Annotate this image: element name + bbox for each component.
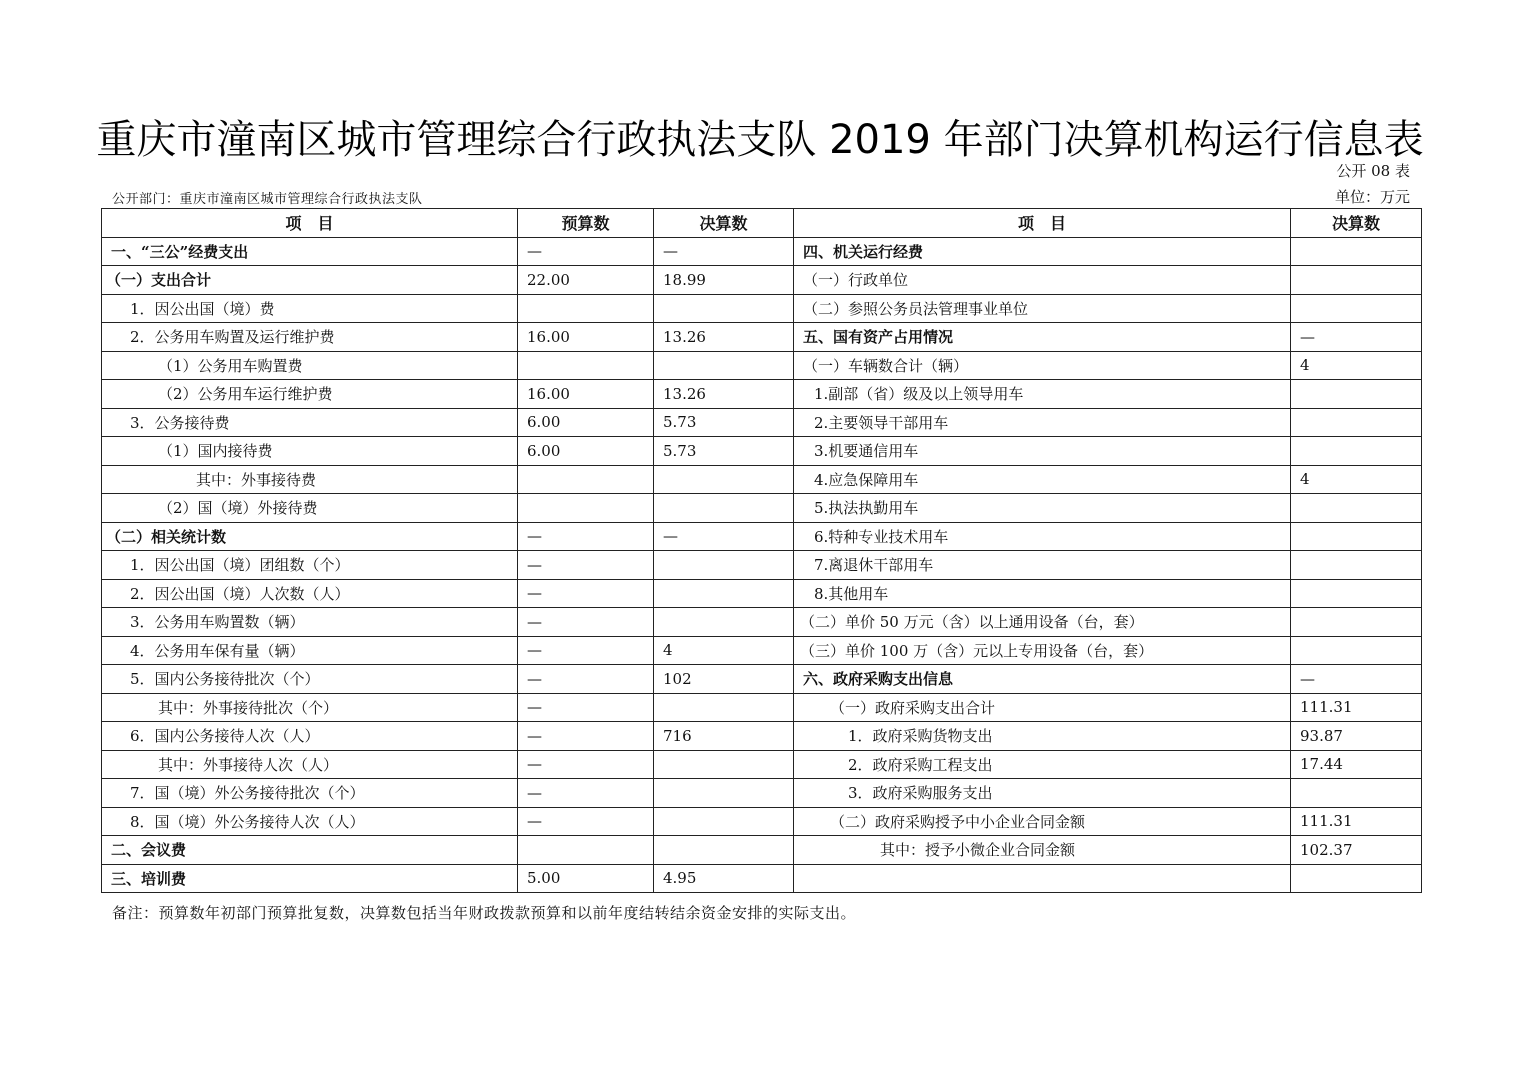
row-final: 13.26 (654, 380, 794, 409)
table-row (102, 579, 1422, 608)
row-item-right: 8.其他用车 (794, 579, 1291, 608)
row-budget (518, 465, 654, 494)
row-final-right: 4 (1291, 465, 1422, 494)
row-final (654, 494, 794, 523)
row-item-right: （三）单价 100 万（含）元以上专用设备（台，套） (794, 636, 1291, 665)
row-budget: 16.00 (518, 323, 654, 352)
header-item-right: 项 目 (794, 209, 1291, 238)
row-budget (518, 351, 654, 380)
row-final-right (1291, 294, 1422, 323)
table-row (102, 864, 1422, 893)
row-budget: — (518, 551, 654, 580)
row-final-right (1291, 266, 1422, 295)
row-final-right: — (1291, 323, 1422, 352)
table-row (102, 522, 1422, 551)
row-final: 102 (654, 665, 794, 694)
row-item-right: 六、政府采购支出信息 (794, 665, 1291, 694)
row-final: 13.26 (654, 323, 794, 352)
row-budget: — (518, 636, 654, 665)
row-final-right (1291, 579, 1422, 608)
row-final-right (1291, 408, 1422, 437)
row-final-right (1291, 522, 1422, 551)
row-final-right: — (1291, 665, 1422, 694)
row-item: 6．国内公务接待人次（人） (102, 722, 518, 751)
row-item: 2．公务用车购置及运行维护费 (102, 323, 518, 352)
row-item: 三、培训费 (102, 864, 518, 893)
table-row (102, 237, 1422, 266)
row-final (654, 465, 794, 494)
row-item-right: （二）政府采购授予中小企业合同金额 (794, 807, 1291, 836)
row-item: （1）国内接待费 (102, 437, 518, 466)
row-final: 5.73 (654, 408, 794, 437)
row-item: 一、“三公”经费支出 (102, 237, 518, 266)
row-budget: — (518, 807, 654, 836)
table-row (102, 294, 1422, 323)
table-row (102, 494, 1422, 523)
row-final: — (654, 237, 794, 266)
table-row (102, 437, 1422, 466)
row-item-right (794, 864, 1291, 893)
row-item: （二）相关统计数 (102, 522, 518, 551)
row-item-right: 2．政府采购工程支出 (794, 750, 1291, 779)
table-row (102, 380, 1422, 409)
row-final-right (1291, 864, 1422, 893)
row-budget: — (518, 693, 654, 722)
row-budget: 5.00 (518, 864, 654, 893)
row-budget (518, 836, 654, 865)
table-row (102, 351, 1422, 380)
row-final: 716 (654, 722, 794, 751)
row-final: — (654, 522, 794, 551)
info-table (101, 208, 1422, 893)
row-budget: — (518, 665, 654, 694)
table-row (102, 408, 1422, 437)
row-item-right: （一）政府采购支出合计 (794, 693, 1291, 722)
row-item-right: 四、机关运行经费 (794, 237, 1291, 266)
row-final (654, 294, 794, 323)
header-item: 项 目 (102, 209, 518, 238)
row-item-right: 其中：授予小微企业合同金额 (794, 836, 1291, 865)
row-final (654, 836, 794, 865)
row-final-right (1291, 551, 1422, 580)
table-row (102, 836, 1422, 865)
table-row (102, 323, 1422, 352)
table-row (102, 750, 1422, 779)
row-budget (518, 494, 654, 523)
row-final-right: 17.44 (1291, 750, 1422, 779)
row-budget: — (518, 779, 654, 808)
row-item-right: 3.机要通信用车 (794, 437, 1291, 466)
row-final: 5.73 (654, 437, 794, 466)
row-budget: — (518, 522, 654, 551)
row-item: 其中：外事接待费 (102, 465, 518, 494)
row-final-right: 102.37 (1291, 836, 1422, 865)
table-row (102, 722, 1422, 751)
row-final-right (1291, 437, 1422, 466)
row-item: 二、会议费 (102, 836, 518, 865)
header-final-right: 决算数 (1291, 209, 1422, 238)
row-budget: 6.00 (518, 408, 654, 437)
table-row (102, 266, 1422, 295)
row-final-right (1291, 237, 1422, 266)
row-item: 7．国（境）外公务接待批次（个） (102, 779, 518, 808)
row-item: 1．因公出国（境）费 (102, 294, 518, 323)
row-budget: 6.00 (518, 437, 654, 466)
page-title: 重庆市潼南区城市管理综合行政执法支队 2019 年部门决算机构运行信息表 (96, 117, 1424, 163)
header-final: 决算数 (654, 209, 794, 238)
row-final (654, 608, 794, 637)
table-row (102, 465, 1422, 494)
row-budget: 16.00 (518, 380, 654, 409)
row-item: 2．因公出国（境）人次数（人） (102, 579, 518, 608)
row-final-right: 111.31 (1291, 693, 1422, 722)
row-budget: — (518, 608, 654, 637)
row-item: 1．因公出国（境）团组数（个） (102, 551, 518, 580)
row-final-right (1291, 494, 1422, 523)
footnote: 备注：预算数年初部门预算批复数，决算数包括当年财政拨款预算和以前年度结转结余资金安排的实际支出。 (112, 904, 857, 922)
row-final-right (1291, 608, 1422, 637)
row-final-right: 4 (1291, 351, 1422, 380)
table-row (102, 779, 1422, 808)
row-budget: 22.00 (518, 266, 654, 295)
row-item-right: （一）行政单位 (794, 266, 1291, 295)
row-item: 5．国内公务接待批次（个） (102, 665, 518, 694)
row-final-right (1291, 636, 1422, 665)
row-final (654, 693, 794, 722)
row-item: 8．国（境）外公务接待人次（人） (102, 807, 518, 836)
row-final-right: 111.31 (1291, 807, 1422, 836)
row-item-right: 1.副部（省）级及以上领导用车 (794, 380, 1291, 409)
row-item-right: （二）单价 50 万元（含）以上通用设备（台，套） (794, 608, 1291, 637)
row-item: （2）公务用车运行维护费 (102, 380, 518, 409)
row-item-right: 7.离退休干部用车 (794, 551, 1291, 580)
department-label: 公开部门：重庆市潼南区城市管理综合行政执法支队 (112, 192, 423, 207)
row-final (654, 551, 794, 580)
row-item: 3．公务接待费 (102, 408, 518, 437)
row-item-right: 3．政府采购服务支出 (794, 779, 1291, 808)
row-item-right: 5.执法执勤用车 (794, 494, 1291, 523)
unit-label: 单位：万元 (1334, 188, 1410, 206)
row-budget: — (518, 579, 654, 608)
row-final: 4.95 (654, 864, 794, 893)
row-item-right: （一）车辆数合计（辆） (794, 351, 1291, 380)
table-row (102, 665, 1422, 694)
row-item: 3．公务用车购置数（辆） (102, 608, 518, 637)
row-budget (518, 294, 654, 323)
row-item-right: （二）参照公务员法管理事业单位 (794, 294, 1291, 323)
row-item-right: 五、国有资产占用情况 (794, 323, 1291, 352)
row-final (654, 351, 794, 380)
header-row (102, 209, 1422, 238)
row-item: （2）国（境）外接待费 (102, 494, 518, 523)
row-item: （一）支出合计 (102, 266, 518, 295)
row-item: 4．公务用车保有量（辆） (102, 636, 518, 665)
row-item-right: 4.应急保障用车 (794, 465, 1291, 494)
table-code: 公开 08 表 (1336, 162, 1410, 180)
row-item: （1）公务用车购置费 (102, 351, 518, 380)
table-row (102, 608, 1422, 637)
row-final-right (1291, 380, 1422, 409)
row-final (654, 579, 794, 608)
header-budget: 预算数 (518, 209, 654, 238)
row-budget: — (518, 750, 654, 779)
table-row (102, 636, 1422, 665)
row-budget: — (518, 237, 654, 266)
row-final (654, 779, 794, 808)
row-final (654, 807, 794, 836)
row-final-right (1291, 779, 1422, 808)
row-item-right: 2.主要领导干部用车 (794, 408, 1291, 437)
row-final: 4 (654, 636, 794, 665)
row-final: 18.99 (654, 266, 794, 295)
table-row (102, 693, 1422, 722)
row-item-right: 1．政府采购货物支出 (794, 722, 1291, 751)
table-row (102, 807, 1422, 836)
row-item: 其中：外事接待人次（人） (102, 750, 518, 779)
row-item: 其中：外事接待批次（个） (102, 693, 518, 722)
table-row (102, 551, 1422, 580)
row-final-right: 93.87 (1291, 722, 1422, 751)
row-final (654, 750, 794, 779)
row-item-right: 6.特种专业技术用车 (794, 522, 1291, 551)
row-budget: — (518, 722, 654, 751)
